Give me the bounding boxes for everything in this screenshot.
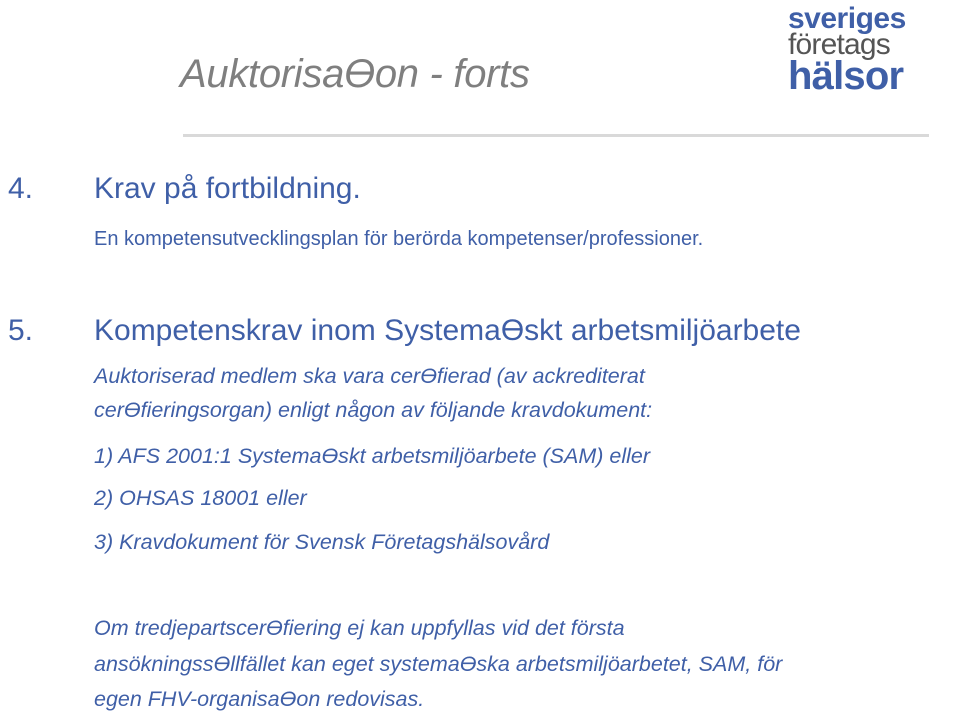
section-5-item-2: 2) OHSAS 18001 eller — [94, 486, 307, 510]
section-5-item-1: 1) AFS 2001:1 SystemaƟskt arbetsmiljöarbete (SAM) eller — [94, 444, 651, 468]
section-5-item-3: 3) Kravdokument för Svensk Företagshälsovård — [94, 530, 550, 554]
header-divider — [183, 134, 929, 137]
section-4-title: Krav på fortbildning. — [94, 172, 361, 205]
section-4-number: 4. — [8, 172, 34, 205]
slide-title: AuktorisaƟon - forts — [180, 52, 530, 96]
section-5-title: Kompetenskrav inom SystemaƟskt arbetsmiljöarbete — [94, 314, 801, 347]
section-5-number: 5. — [8, 314, 34, 347]
section-5-note-line-1: Om tredjepartscerƟﬁering ej kan uppfyllas vid det första — [94, 616, 625, 640]
section-5-line-2: cerƟﬁeringsorgan) enligt någon av följande kravdokument: — [94, 398, 653, 422]
section-5-note-line-3: egen FHV-organisaƟon redovisas. — [94, 687, 425, 711]
logo-line-3: hälsor — [788, 54, 904, 98]
logo-line-1: sveriges — [788, 2, 906, 35]
sveriges-foretagshalsor-logo — [788, 4, 948, 96]
section-5-line-1: Auktoriserad medlem ska vara cerƟﬁerad (av ackrediterat — [94, 364, 645, 388]
section-5-note-line-2: ansökningssƟllfället kan eget systemaƟska arbetsmiljöarbetet, SAM, för — [94, 652, 783, 676]
logo-line-2: företags — [788, 28, 890, 61]
section-4-text: En kompetensutvecklingsplan för berörda kompetenser/professioner. — [94, 228, 704, 250]
